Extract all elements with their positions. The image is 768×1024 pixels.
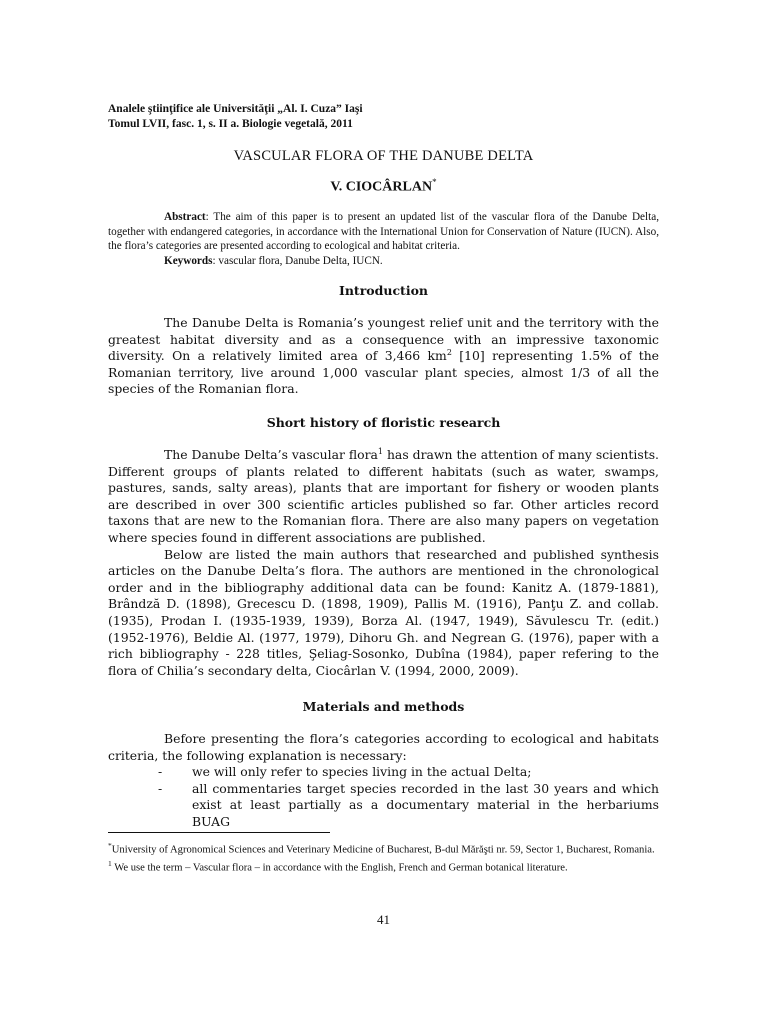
methods-list: [108, 764, 659, 830]
footnote-affiliation-text: University of Agronomical Sciences and Veterinary Medicine of Bucharest, B-dul Mărăşti nr. 59, Sector 1, Bucharest, Romania.: [111, 844, 655, 856]
keywords-label: Keywords: [164, 254, 213, 267]
introduction-paragraph: [108, 315, 659, 398]
history-paragraph-2: Below are listed the main authors that researched and published synthesis articles on the Danube Delta’s flora. The authors are mentioned in the chronological order and in the bibliography additional data can be found: Kanitz A. (1879-1881), Brândză D. (1898), Grecescu D. (1898, 1909), Pallis M. (1916), Panţu Z. and collab. (1935), Prodan I. (1935-1939, 1939), Borza Al. (1947, 1949), Săvulescu Tr. (edit.) (1952-1976), Beldie Al. (1977, 1979), Dihoru Gh. and Negrean G. (1976), paper with a rich bibliography - 228 titles, Şeliag-Sosonko, Dubîna (1984), paper refering to the flora of Chilia’s secondary delta, Ciocârlan V. (1994, 2000, 2009).: [108, 546, 659, 678]
footnote-divider: [108, 832, 330, 833]
abstract-block: [108, 210, 659, 268]
footnote-1-text: We use the term – Vascular flora – in accordance with the English, French and German botanical literature.: [111, 862, 568, 874]
footnote-ref-1: 1: [377, 446, 383, 456]
journal-name: Analele ştiinţifice ale Universităţii „Al. I. Cuza” Iaşi: [108, 103, 363, 115]
list-item: - all commentaries target species recorded in the last 30 years and which exist at least partially as a documentary material in the herbariums BUAG: [108, 781, 659, 831]
methods-section: [108, 731, 659, 831]
introduction-section: [108, 315, 659, 398]
history-section: [108, 447, 659, 679]
history-text-a: The Danube Delta’s vascular flora: [164, 447, 378, 462]
introduction-text-a: The Danube Delta is Romania’s youngest relief unit and the territory with the greatest habitat diversity and as a consequence with an impressive taxonomic diversity. On a relatively limited area of 3,466 km: [108, 315, 659, 364]
paper-title: VASCULAR FLORA OF THE DANUBE DELTA: [233, 148, 534, 164]
page-number: 41: [377, 912, 390, 927]
introduction-heading: Introduction: [338, 283, 429, 298]
history-heading: Short history of floristic research: [266, 415, 501, 430]
abstract-label: Abstract: [164, 211, 206, 223]
footnote-mark-1: 1: [108, 859, 112, 869]
history-paragraph-1: [108, 447, 659, 547]
footnote-mark-star: *: [108, 841, 112, 850]
footnote-1: [108, 857, 659, 875]
superscript-2: 2: [446, 348, 452, 358]
author-footnote-mark: *: [432, 177, 437, 187]
keywords-paragraph: [108, 254, 659, 269]
keywords-text: : vascular flora, Danube Delta, IUCN.: [212, 254, 383, 267]
author-name: V. CIOCÂRLAN: [330, 179, 433, 195]
methods-heading: Materials and methods: [302, 699, 465, 714]
list-item: - we will only refer to species living in the actual Delta;: [108, 764, 659, 781]
abstract-text: : The aim of this paper is to present an updated list of the vascular flora of the Danube Delta, together with endangered categories, in accordance with the International Union for Conservation of Nature (IUCN). Also, the flora’s categories are presented according to ecological and habitat criteria.: [108, 211, 659, 253]
introduction-text-b: [10] representing 1.5% of the Romanian territory, live around 1,000 vascular plant species, almost 1/3 of all the species of the Romanian flora.: [108, 348, 660, 397]
journal-header: [108, 102, 668, 132]
footnote-affiliation: [108, 839, 659, 857]
journal-volume: Tomul LVII, fasc. 1, s. II a. Biologie vegetală, 2011: [108, 118, 353, 130]
abstract-paragraph: [108, 210, 659, 254]
history-text-b: has drawn the attention of many scientists. Different groups of plants related to different habitats (such as water, swamps, pastures, sands, salty areas), plants that are important for fishery or wooden plants are described in over 300 scientific articles published so far. Other articles record taxons that are new to the Romanian flora. There are also many papers on vegetation where species found in different associations are published.: [108, 447, 659, 545]
methods-paragraph: Before presenting the flora’s categories according to ecological and habitats criteria, the following explanation is necessary:: [108, 731, 659, 763]
author-line: [108, 177, 659, 196]
footnotes: [108, 839, 659, 875]
